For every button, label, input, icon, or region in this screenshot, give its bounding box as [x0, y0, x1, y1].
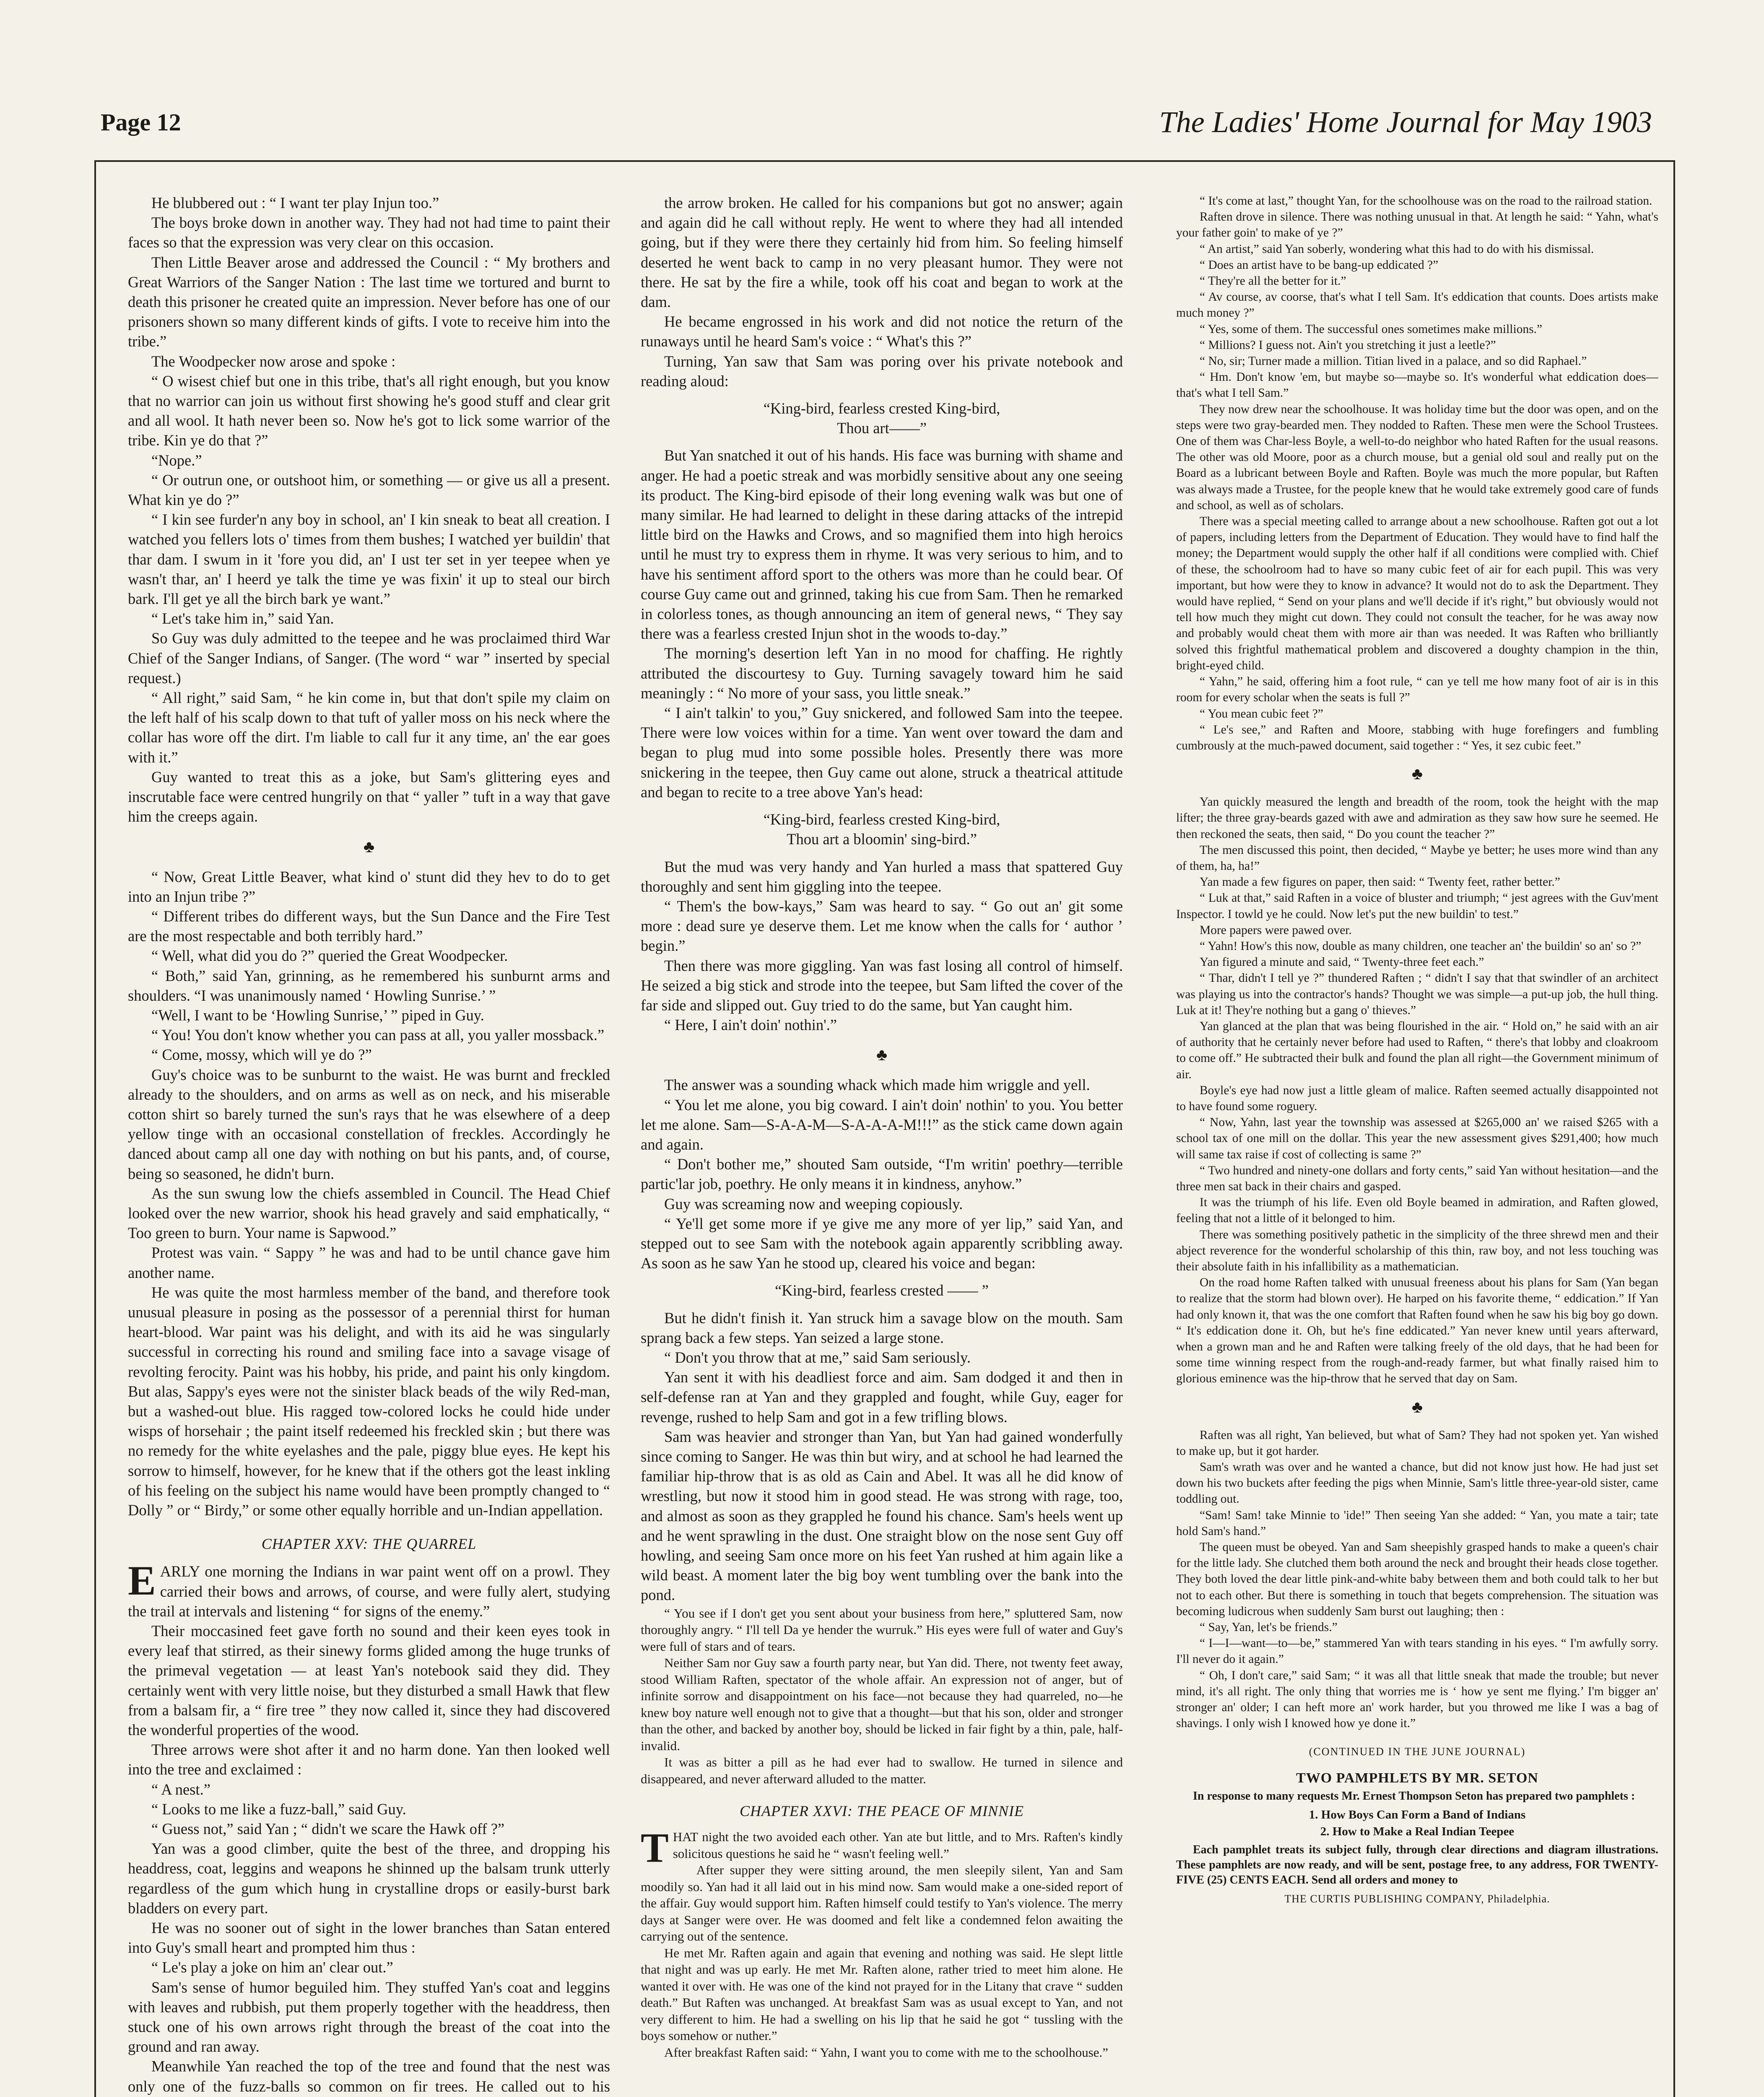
paragraph: The men discussed this point, then decided, “ Maybe ye better; he uses more wind than any of them, ha, ha!” [1176, 843, 1658, 873]
paragraph: The queen must be obeyed. Yan and Sam sheepishly grasped hands to make a queen's chair for the little lady. She clutched them both around the neck and brought their heads close together. They both loved the dear little pink-and-white baby between them and both could talk to her but not to each other. But there is something in touch that begets comprehension. The situation was becoming ludicrous when suddenly Sam burst out laughing; then : [1176, 1540, 1658, 1618]
paragraph: “ Oh, I don't care,” said Sam; “ it was all that little sneak that made the trouble; but never mind, it's all right. The only thing that worries me is ‘ how ye sent me flying.’ I'm bigger an' stronger an' older; I can heft more an' work harder, but you throwed me like I was a bag of shavings. I only wish I knowed how ye done it.” [1176, 1668, 1658, 1730]
paragraph: Yan glanced at the plan that was being flourished in the air. “ Hold on,” he said with an air of authority that he certainly never before had used to Raften, “ there's that lobby and cloakroom to come off.” He subtracted their bulk and found the plan all right—the Government minimum of air. [1176, 1019, 1658, 1081]
paragraph: “ Hm. Don't know 'em, but maybe so—maybe so. It's wonderful what eddication does—that's what I tell Sam.” [1176, 370, 1658, 400]
paragraph: “ You let me alone, you big coward. I ain't doin' nothin' to you. You better let me alone. Sam—S-A-A-M—S-A-A-A-M!!!” as the stick came down again and again. [641, 1096, 1123, 1153]
col2-paragraphs-7 [641, 1862, 1123, 2061]
verse-line: Thou art——” [837, 419, 927, 437]
paragraph: It was as bitter a pill as he had ever had to swallow. He turned in silence and disappeared, and never afterward alluded to the matter. [641, 1755, 1123, 1786]
pamphlets-advert [1176, 1770, 1658, 1907]
paragraph: “ I ain't talkin' to you,” Guy snickered, and followed Sam into the teepee. There were low voices within for a time. Yan went over toward the dam and began to plug mud into some possible holes. Presently there was more snickering in the teepee, then Guy came out alone, struck a theatrical attitude and began to recite to a tree above Yan's head: [641, 704, 1123, 801]
paragraph: “ An artist,” said Yan soberly, wondering what this had to do with his dismissal. [1200, 242, 1594, 256]
paragraph: “ You mean cubic feet ?” [1200, 707, 1323, 721]
col1-paragraphs [128, 193, 610, 827]
col3-paragraphs [1176, 193, 1658, 754]
paragraph: “ Luk at that,” said Raften in a voice of bluster and triumph; “ jest agrees with the Guv'ment Inspector. I towld ye he could. Now let's put the new buildin' to test.” [1176, 891, 1658, 921]
paragraph: So Guy was duly admitted to the teepee and he was proclaimed third War Chief of the Sanger Indians, of Sanger. (The word “ war ” inserted by special request.) [128, 630, 610, 687]
paragraph: Then Little Beaver arose and addressed the Council : “ My brothers and Great Warriors of the Sanger Nation : The last time we tortured and burnt to death this prisoner he created quite an impression. Never before has one of our prisoners shown so many different kinds of gifts. I vote to receive him into the tribe.” [128, 253, 610, 350]
col2-paragraphs-2 [641, 445, 1123, 802]
paragraph: “ Them's the bow-kays,” Sam was heard to say. “ Go out an' git some more : dead sure ye deserve them. Let me know when the calls for ‘ author ’ begin.” [641, 897, 1123, 955]
paragraph: “ You see if I don't get you sent about your business from here,” spluttered Sam, now thoroughly angry. “ I'll tell Da ye hender the wurruk.” His eyes were full of water and Guy's were full of stars and of tears. [641, 1605, 1123, 1654]
paragraph: More papers were pawed over. [1200, 923, 1352, 937]
continued-notice: (CONTINUED IN THE JUNE JOURNAL) [1309, 1746, 1526, 1758]
paragraph: He became engrossed in his work and did not notice the return of the runaways until he heard Sam's voice : “ What's this ?” [641, 313, 1123, 350]
paragraph: “ Don't bother me,” shouted Sam outside, “I'm writin' poethry—terrible partic'lar job, poethry. He only means it in kindness, anyhow.” [641, 1155, 1123, 1193]
chapter-25-heading: CHAPTER XXV: THE QUARREL [261, 1535, 477, 1553]
paragraph: “ Yahn! How's this now, double as many children, one teacher an' the buildin' so an' so ?” [1200, 939, 1642, 953]
paragraph: “ Both,” said Yan, grinning, as he remembered his sunburnt arms and shoulders. “I was unanimously named ‘ Howling Sunrise.’ ” [128, 967, 610, 1004]
paragraph: “ O wisest chief but one in this tribe, that's all right enough, but you know that no warrior can join us without first showing he's good stuff and clear grit and all wool. It hath never been so. Now he's got to lick some warrior of the tribe. Kin ye do that ?” [128, 372, 610, 449]
paragraph: Sam's sense of humor beguiled him. They stuffed Yan's coat and leggins with leaves and rubbish, put them properly together with the headdress, then stuck one of his own arrows right through the breast of the coat into the ground and ran away. [128, 1978, 610, 2055]
paragraph: Raften drove in silence. There was nothing unusual in that. At length he said: “ Yahn, what's your father goin' to make of ye ?” [1176, 210, 1658, 240]
paragraph: “ It's come at last,” thought Yan, for the schoolhouse was on the road to the railroad station. [1200, 194, 1652, 208]
pamphlets-list [1176, 1806, 1658, 1840]
paragraph: The morning's desertion left Yan in no mood for chaffing. He rightly attributed the discourtesy to Guy. Turning savagely toward him he said meaningly : “ No more of your sass, you little sneak.” [641, 645, 1123, 702]
paragraph: “ No, sir; Turner made a million. Titian lived in a palace, and so did Raphael.” [1200, 354, 1587, 368]
paragraph: “ They're all the better for it.” [1200, 274, 1346, 288]
col3-paragraphs-3 [1176, 1427, 1658, 1732]
paragraph: Yan figured a minute and said, “ Twenty-three feet each.” [1200, 955, 1484, 969]
paragraph: “ Yahn,” he said, offering him a foot rule, “ can ye tell me how many foot of air is in this room for every scholar when the seats is full ?” [1176, 675, 1658, 705]
ornament-divider: ♣ [1411, 764, 1423, 783]
paragraph: Sam was heavier and stronger than Yan, but Yan had gained wonderfully since coming to Sanger. He was thin but wiry, and at school he had learned the familiar hip-throw that is as old as Cain and Abel. It was all he did know of wrestling, but now it stood him in good stead. He was strong with rage, too, and almost as soon as they grappled he found his chance. Sam's heels went up and he went sprawling in the dust. One straight blow on the nose sent Guy off howling, and seeing Sam once more on his feet Yan rushed at him again like a wild beast. A moment later the big boy went tumbling over the bank into the pond. [641, 1428, 1123, 1604]
paragraph: “ I—I—want—to—be,” stammered Yan with tears standing in his eyes. “ I'm awfully sorry. I'll never do it again.” [1176, 1636, 1658, 1666]
col3-paragraphs-2 [1176, 794, 1658, 1387]
paragraph: “ All right,” said Sam, “ he kin come in, but that don't spile my claim on the left half of his scalp down to that tuft of yaller moss on his neck where the collar has wore off the dirt. I'm liable to call fur it any time, an' the ear goes with it.” [128, 689, 610, 766]
paragraph: “ Two hundred and ninety-one dollars and forty cents,” said Yan without hesitation—and the three men sat back in their chairs and gasped. [1176, 1163, 1658, 1193]
paragraph: “ Av course, av coorse, that's what I tell Sam. It's eddication that counts. Does artists make much money ?” [1176, 290, 1658, 320]
paragraph: “ Don't you throw that at me,” said Sam seriously. [664, 1348, 971, 1366]
paragraph: Guy's choice was to be sunburnt to the waist. He was burnt and freckled already to the shoulders, and on arms as well as on neck, and his miserable cotton shirt so barely turned the sun's rays that he was elsewhere of a deep yellow tinge with an occasional constellation of freckles. Accordingly he danced about camp all one day with nothing on but his pants, and, of course, being so seasoned, he didn't burn. [128, 1066, 610, 1182]
paragraph: But Yan snatched it out of his hands. His face was burning with shame and anger. He had a poetic streak and was morbidly sensitive about any one seeing its product. The King-bird episode of their long evening walk was but one of many similar. He had learned to delight in these daring attacks of the intrepid little bird on the Hawks and Crows, and so magnified them into high heroics until he must try to express them in rhyme. It was very serious to him, and to have his sentiment afford sport to the others was more than he could bear. Of course Guy came out and grinned, taking his cue from Sam. Then he remarked in colorless tones, as though announcing an item of general news, “ They say there was a fearless crested Injun shot in the woods to-day.” [641, 447, 1123, 643]
ornament-divider: ♣ [1411, 1397, 1423, 1416]
paragraph: Protest was vain. “ Sappy ” he was and had to be until chance gave him another name. [128, 1244, 610, 1281]
paragraph: Guy was screaming now and weeping copiously. [664, 1195, 963, 1212]
paragraph: “Sam! Sam! take Minnie to 'ide!” Then seeing Yan she added: “ Yan, you mate a tair; tate hold Sam's hand.” [1176, 1508, 1658, 1538]
paragraph: He met Mr. Raften again and again that evening and nothing was said. He slept little that night and was up early. He met Mr. Raften alone, rather tried to meet him alone. He wanted it over with. He was one of the kind not prayed for in the Litany that crave “ sudden death.” But Raften was unchanged. At breakfast Sam was as usual except to Yan, and not very different to him. He had a swelling on his lip that he said he got “ tussling with the boys somehow or nuther.” [641, 1945, 1123, 2043]
paragraph: Raften was all right, Yan believed, but what of Sam? They had not spoken yet. Yan wished to make up, but it got harder. [1176, 1428, 1658, 1458]
page-number: Page 12 [101, 109, 181, 136]
paragraph: Their moccasined feet gave forth no sound and their keen eyes took in every leaf that stirred, as their sinewy forms glided among the huge trunks of the primeval vegetation — at least Yan's notebook said they did. They certainly went with very little noise, but they disturbed a small Hawk that flew from a balsam fir, a “ fire tree ” they now called it, since they had discovered the wonderful properties of the wood. [128, 1622, 610, 1739]
paragraph: “ Let's take him in,” said Yan. [151, 610, 334, 627]
pamphlets-intro: In response to many requests Mr. Ernest Thompson Seton has prepared two pamphlets : [1193, 1789, 1635, 1803]
ornament-divider: ♣ [363, 837, 375, 856]
paragraph: “ Say, Yan, let's be friends.” [1200, 1621, 1338, 1634]
paragraph: “ Does an artist have to be bang-up eddicated ?” [1200, 258, 1439, 272]
paragraph: “ Or outrun one, or outshoot him, or something — or give us all a present. What kin ye do ?” [128, 471, 610, 509]
column-2 [641, 193, 1123, 2097]
col2-paragraphs-5 [641, 1308, 1123, 1605]
publisher-name: THE CURTIS PUBLISHING COMPANY, Philadelphia. [1284, 1892, 1550, 1905]
verse-line: “King-bird, fearless crested King-bird, [763, 811, 1000, 828]
paragraph: Neither Sam nor Guy saw a fourth party near, but Yan did. There, not twenty feet away, stood William Raften, spectator of the whole affair. An expression not of anger, but of infinite sorrow and disappointment on his face—not because they had quarreled, no—he knew boy nature well enough not to give that a thought—but that his son, older and stronger than the other, and backed by another boy, should be licked in fair fight by a thin, pale, half-invalid. [641, 1655, 1123, 1753]
journal-title: The Ladies' Home Journal for May 1903 [1159, 105, 1652, 139]
paragraph: “ Looks to me like a fuzz-ball,” said Guy. [151, 1800, 406, 1818]
paragraph: But the mud was very handy and Yan hurled a mass that spattered Guy thoroughly and sent him giggling into the teepee. [641, 858, 1123, 895]
paragraph: “Nope.” [151, 451, 202, 469]
paragraph: “ Here, I ain't doin' nothin'.” [664, 1016, 837, 1034]
chapter-26-heading: CHAPTER XXVI: THE PEACE OF MINNIE [740, 1803, 1024, 1820]
ornament-divider: ♣ [876, 1045, 888, 1064]
page-header [101, 105, 1652, 154]
col2-paragraphs-6 [641, 1605, 1123, 1787]
paragraph: “ Well, what did you do ?” queried the Great Woodpecker. [151, 947, 508, 965]
paragraph: “ Millions? I guess not. Ain't you stretching it just a leetle?” [1200, 338, 1496, 352]
paragraph: Three arrows were shot after it and no harm done. Yan then looked well into the tree and exclaimed : [128, 1741, 610, 1778]
paragraph: After breakfast Raften said: “ Yahn, I want you to come with me to the schoolhouse.” [664, 2045, 1108, 2060]
chapter-26-opening [641, 1824, 1123, 1871]
verse-text [641, 809, 1123, 849]
paragraph: “ A nest.” [151, 1780, 210, 1798]
paragraph: They now drew near the schoolhouse. It was holiday time but the door was open, and on the steps were two gray-bearded men. They nodded to Raften. These men were the School Trustees. One of them was Char-less Boyle, a well-to-do neighbor who hated Raften for the usual reasons. The other was old Moore, poor as a church mouse, but a genial old soul and really put on the Board as a lubricant between Boyle and Raften. Boyle was much the more popular, but Raften was always made a Trustee, for the people knew that he would take extremely good care of funds and school, as well as of scholars. [1176, 402, 1658, 512]
paragraph: “ Ye'll get some more if ye give me any more of yer lip,” said Yan, and stepped out to see Sam with the notebook again apparently scribbling away. As soon as he saw Yan he stood up, cleared his voice and began: [641, 1215, 1123, 1272]
verse-line: Thou art a bloomin' sing-bird.” [787, 830, 977, 848]
paragraph: Then there was more giggling. Yan was fast losing all control of himself. He seized a big stick and strode into the teepee, but Sam lifted the cover of the far side and slipped out. Guy tried to do the same, but Yan caught him. [641, 957, 1123, 1014]
paragraph: the arrow broken. He called for his companions but got no answer; again and again did he call without reply. He went to where they had all intended going, but if they were there they certainly hid from him. So feeling himself deserted he went back to camp in no very pleasant humor. They were not there. He sat by the fire a while, took off his coat and began to work at the dam. [641, 194, 1123, 311]
paragraph: Yan was a good climber, quite the best of the three, and dropping his headdress, coat, leggins and weapons he shinned up the balsam trunk utterly regardless of the gum which hung in crystalline drops or easily-burst bark bladders on every part. [128, 1840, 610, 1917]
paragraph: There was a special meeting called to arrange about a new schoolhouse. Raften got out a lot of papers, including letters from the Department of Education. They would have to find half the money; the Department would supply the other half if all conditions were complied with. Chief of these, the schoolroom had to have so many cubic feet of air for each pupil. This was very important, but how were they to know in advance? It would not do to ask the Department. They would have replied, “ Send on your plans and we'll decide if it's right,” but obviously would not tell how much they might cut down. They could not consult the teacher, for he was away now and probably would cheat them with more air than was needed. It was Raften who brilliantly solved this frightful mathematical problem and discovered a doughty champion in the thin, bright-eyed child. [1176, 515, 1658, 672]
col2-paragraphs-3 [641, 857, 1123, 1035]
paragraph: Boyle's eye had now just a little gleam of malice. Raften seemed actually disappointed not to have found some roguery. [1176, 1083, 1658, 1113]
verse-line: “King-bird, fearless crested King-bird, [763, 400, 1000, 417]
verse-3: “King-bird, fearless crested —— ” [775, 1282, 989, 1299]
paragraph: “ Thar, didn't I tell ye ?” thundered Raften ; “ didn't I say that that swindler of an architect was playing us into the contractor's hands? Thought we was simple—a put-up job, the hull thing. Luk at it! They're nothing but a gang o' thieves.” [1176, 971, 1658, 1017]
paragraph: “ Le's see,” and Raften and Moore, stabbing with huge forefingers and fumbling cumbrously at the much-pawed document, said together : “ Yes, it sez cubic feet.” [1176, 723, 1658, 752]
paragraph: Guy wanted to treat this as a joke, but Sam's glittering eyes and inscrutable face were centred hungrily on that “ yaller ” tuft in a way that gave him the creeps again. [128, 768, 610, 825]
paragraph: He was no sooner out of sight in the lower branches than Satan entered into Guy's small heart and prompted him thus : [128, 1919, 610, 1957]
pamphlets-body: Each pamphlet treats its subject fully, through clear directions and diagram illustrations. These pamphlets are now ready, and will be sent, postage free, to any address, FOR TWENTY-FIVE (25) CENTS EACH. Send all orders and money to [1176, 1843, 1658, 1886]
paragraph: As the sun swung low the chiefs assembled in Council. The Head Chief looked over the new warrior, shook his head gravely and said emphatically, “ Too green to burn. Your name is Sapwood.” [128, 1184, 610, 1242]
paragraph: He blubbered out : “ I want ter play Injun too.” [151, 194, 439, 211]
chapter-25-opening-text: ARLY one morning the Indians in war paint went off on a prowl. They carried their bows and arrows, of course, and were fully alert, studying the trail at intervals and listening “ for signs of the enemy.” [128, 1563, 610, 1620]
paragraph: There was something positively pathetic in the simplicity of the three shrewd men and their abject reverence for the wonderful scholarship of this thin, raw boy, and not less touching was their absolute faith in his infallibility as a mathematician. [1176, 1228, 1658, 1273]
paragraph: “ I kin see furder'n any boy in school, an' I kin sneak to beat all creation. I watched you fellers lots o' times from them bushes; I watched yer buildin' that thar dam. I swum in it 'fore you did, an' I ust ter set in yer teepee when ye wasn't thar, an' I heerd ye talk the time ye was fixin' it up to steal our birch bark. I'll get ye all the birch bark ye want.” [128, 511, 610, 608]
paragraph: “ Now, Yahn, last year the township was assessed at $265,000 an' we raised $265 with a school tax of one mill on the dollar. This year the new assessment gives $291,400; how much will same tax raise if cost of collecting is same ?” [1176, 1116, 1658, 1161]
paragraph: Yan made a few figures on paper, then said: “ Twenty feet, rather better.” [1200, 875, 1560, 889]
column-3 [1176, 193, 1658, 2097]
pamphlet-item: 2. How to Make a Real Indian Teepee [1320, 1824, 1515, 1838]
paragraph: On the road home Raften talked with unusual freeness about his plans for Sam (Yan began to realize that the storm had blown over). He harped on his favorite theme, “ eddication.” If Yan had only known it, that was the one comfort that Raften found when he saw his big boy go down. “ It's eddication done it. Oh, but he's fine eddicated.” Yan never knew until years afterward, when a grown man and he and Raften were talking freely of the old days, that he had been for some time winning respect from the rough-and-ready farmer, but what finally raised him to glorious eminence was the hip-throw that he served that day on Sam. [1176, 1276, 1658, 1386]
verse-text [641, 398, 1123, 438]
col2-paragraphs-4 [641, 1075, 1123, 1273]
paragraph: “ You! You don't know whether you can pass at all, you yaller mossback.” [151, 1026, 605, 1044]
verse-2 [641, 809, 1123, 849]
paragraph: “ Different tribes do different ways, but the Sun Dance and the Fire Test are the most respectable and both terribly hard.” [128, 907, 610, 945]
paragraph: Meanwhile Yan reached the top of the tree and found that the nest was only one of the fuzz-balls so common on fir trees. He called out to his [128, 2058, 610, 2095]
verse-1 [641, 398, 1123, 438]
paragraph: Yan quickly measured the length and breadth of the room, took the height with the map lifter; the three gray-beards gazed with awe and admiration as they saw how sure he seemed. He then reckoned the seats, then said, “ Do you count the teacher ?” [1176, 795, 1658, 841]
drop-cap-letter: E [128, 1557, 156, 1604]
paragraph: Turning, Yan saw that Sam was poring over his private notebook and reading aloud: [641, 352, 1123, 390]
column-1 [128, 193, 610, 2097]
paragraph: He was quite the most harmless member of the band, and therefore took unusual pleasure in posing as the possessor of a perennial thirst for human heart-blood. War paint was his delight, and with its aid he was singularly successful in correcting his round and smiling face into a savage visage of revolting ferocity. Paint was his hobby, his pride, and paint his only kingdom. But alas, Sappy's eyes were not the sinister black beads of the wily Red-man, but a washed-out blue. His ragged tow-colored locks he could hide under wisps of horsehair ; the paint itself redeemed his freckled skin ; but there was no remedy for the white eyelashes and the pale, piggy blue eyes. He kept his sorrow to himself, however, for he knew that if the others got the least inkling of his feeling on the subject his name would have been promptly changed to “ Dolly ” or “ Birdy,” or some other equally horrible and un-Indian appellation. [128, 1283, 610, 1519]
paragraph: “ Now, Great Little Beaver, what kind o' stunt did they hev to do to get into an Injun tribe ?” [128, 868, 610, 905]
pamphlet-item: 1. How Boys Can Form a Band of Indians [1309, 1808, 1526, 1821]
paragraph: After supper they were sitting around, the men sleepily silent, Yan and Sam moodily so. Yan had it all laid out in his mind now. Sam would make a one-sided report of the affair. Guy would support him. Raften himself could testify to Yan's violence. The merry days at Sanger were over. He was doomed and felt like a condemned felon awaiting the carrying out of the sentence. [641, 1863, 1123, 1944]
paragraph: The boys broke down in another way. They had not had time to paint their faces so that the expression was very clear on this occasion. [128, 214, 610, 251]
drop-cap-letter: T [641, 1824, 669, 1871]
paragraph: The answer was a sounding whack which made him wriggle and yell. [664, 1076, 1090, 1094]
chapter-25-opening [128, 1557, 610, 1621]
paragraph: Yan sent it with his deadliest force and aim. Sam dodged it and then in self-defense ran at Yan and they grappled and fought, while Guy, eager for revenge, rushed to help Sam and got in a few trifling blows. [641, 1369, 1123, 1426]
col2-paragraphs [641, 193, 1123, 391]
paragraph: “ Come, mossy, which will ye do ?” [151, 1046, 372, 1064]
col1-paragraphs-2 [128, 867, 610, 1520]
paragraph: It was the triumph of his life. Even old Boyle beamed in admiration, and Raften glowed, feeling that not a little of it belonged to him. [1176, 1196, 1658, 1225]
col1-paragraphs-3 [128, 1621, 610, 2097]
paragraph: The Woodpecker now arose and spoke : [151, 352, 396, 370]
paragraph: Sam's wrath was over and he wanted a chance, but did not know just how. He had just set down his two buckets after feeding the pigs when Minnie, Sam's little three-year-old sister, came toddling out. [1176, 1460, 1658, 1506]
paragraph: But he didn't finish it. Yan struck him a savage blow on the mouth. Sam sprang back a few steps. Yan seized a large stone. [641, 1309, 1123, 1346]
paragraph: “Well, I want to be ‘Howling Sunrise,’ ” piped in Guy. [151, 1006, 484, 1024]
pamphlets-title: TWO PAMPHLETS BY MR. SETON [1296, 1770, 1538, 1786]
chapter-26-opening-text: HAT night the two avoided each other. Yan ate but little, and to Mrs. Raften's kindly solicitous questions he said he “ wasn't feeling well.” [673, 1829, 1123, 1861]
paragraph: “ Guess not,” said Yan ; “ didn't we scare the Hawk off ?” [151, 1820, 505, 1838]
paragraph: “ Yes, some of them. The successful ones sometimes make millions.” [1200, 322, 1543, 336]
paragraph: “ Le's play a joke on him an' clear out.” [151, 1959, 393, 1976]
